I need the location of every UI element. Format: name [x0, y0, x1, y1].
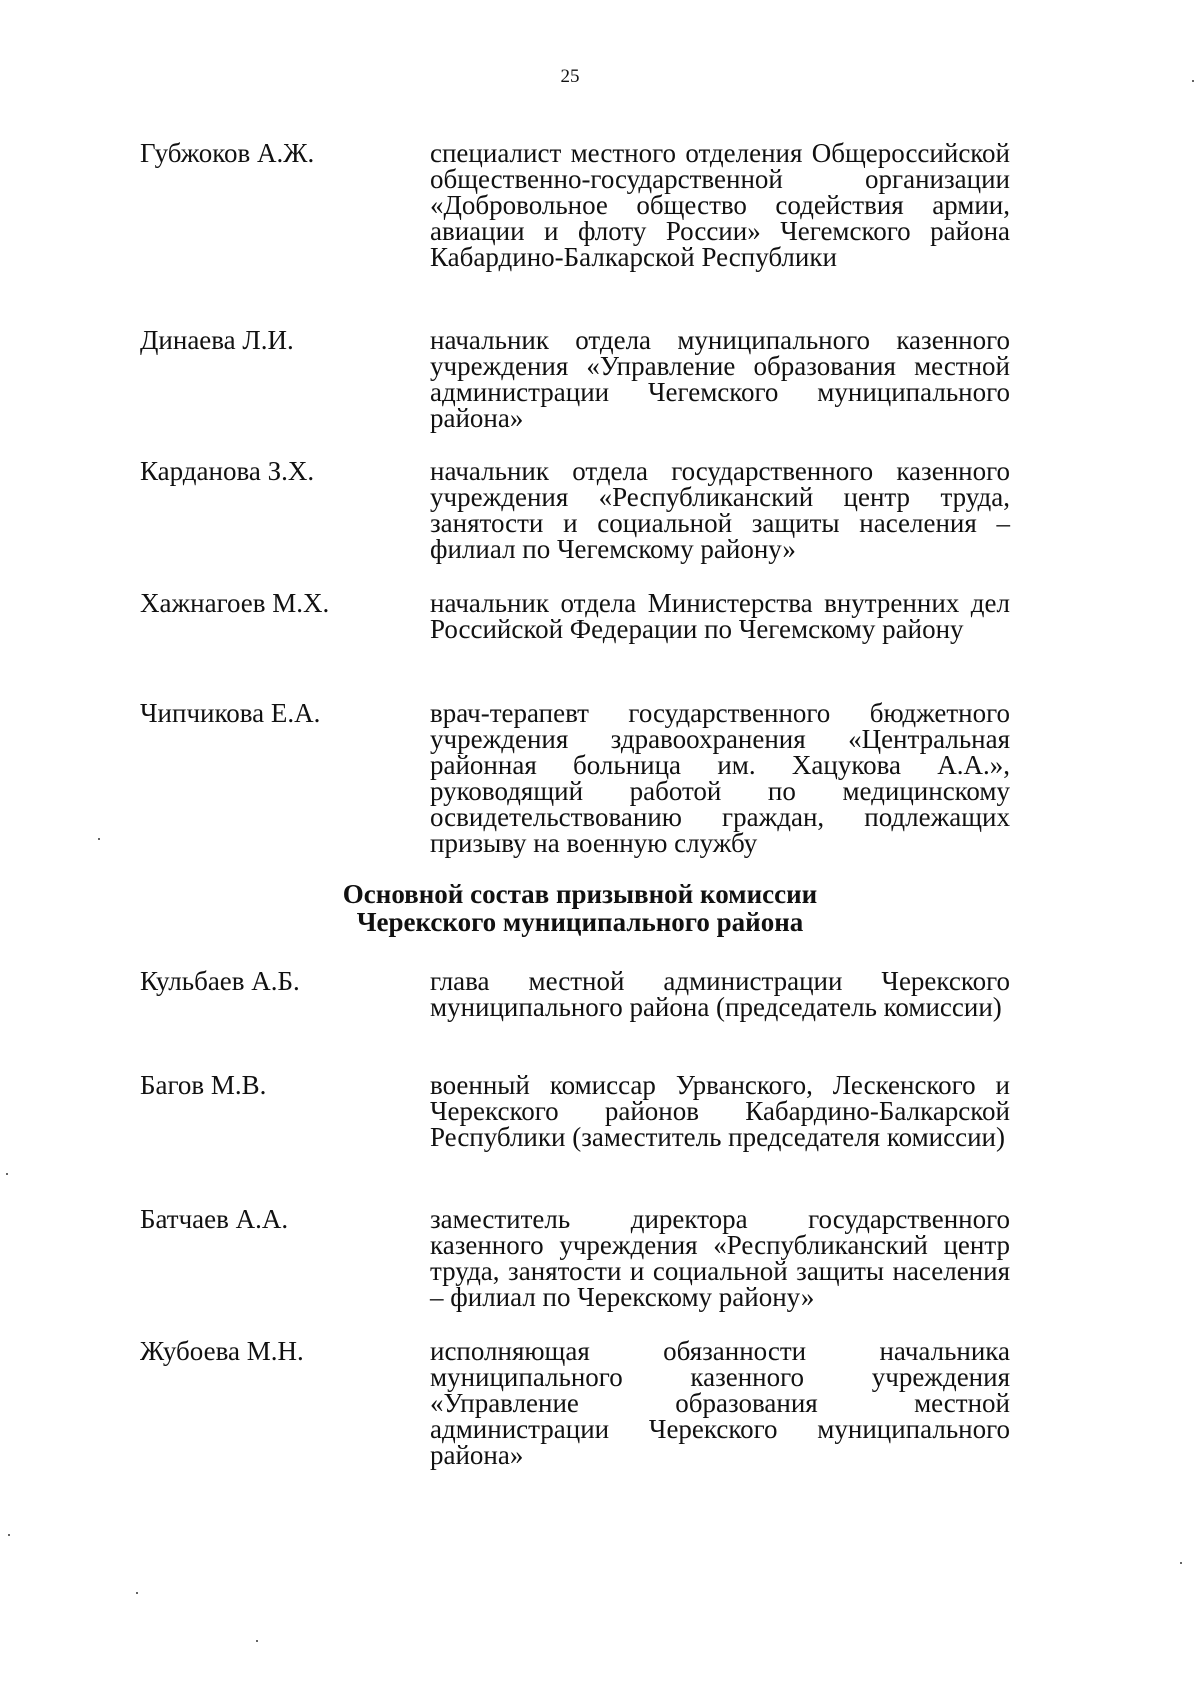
section-title-line: Черекского муниципального района	[356, 907, 804, 937]
scan-speck	[136, 1592, 138, 1594]
member-name: Кульбаев А.Б.	[140, 966, 300, 996]
scan-speck	[98, 838, 100, 840]
member-name: Жубоева М.Н.	[140, 1336, 304, 1366]
member-name: Хажнагоев М.Х.	[140, 588, 330, 618]
member-role: заместитель директора государственного казенного учреждения «Республиканский центр труда, занятости и социальной защиты населения – филиал по Черекскому району»	[430, 1204, 1010, 1312]
member-role: глава местной администрации Черекского муниципального района (председатель комиссии)	[430, 966, 1010, 1022]
member-role: начальник отдела муниципального казенного учреждения «Управление образования местной администрации Чегемского муниципального района»	[430, 325, 1010, 433]
scan-speck	[1192, 80, 1194, 82]
section-title	[0, 880, 1160, 936]
member-role: военный комиссар Урванского, Лескенского и Черекского районов Кабардино-Балкарской Республики (заместитель председателя комиссии)	[430, 1070, 1010, 1152]
page-number: 25	[560, 66, 580, 87]
member-name: Карданова З.Х.	[140, 456, 315, 486]
member-role: исполняющая обязанности начальника муниципального казенного учреждения «Управление образования местной администрации Черекского муниципального района»	[430, 1336, 1010, 1470]
member-role: начальник отдела государственного казенного учреждения «Республиканский центр труда, занятости и социальной защиты населения – филиал по Чегемскому району»	[430, 456, 1010, 564]
scan-speck	[8, 1534, 10, 1536]
section-title-line: Основной состав призывной комиссии	[342, 879, 818, 909]
member-name: Губжоков А.Ж.	[140, 138, 315, 168]
scan-speck	[6, 1173, 8, 1175]
member-role: начальник отдела Министерства внутренних дел Российской Федерации по Чегемскому району	[430, 588, 1010, 644]
member-role: специалист местного отделения Общероссийской общественно-государственной организации «Добровольное общество содействия армии, авиации и флоту России» Чегемского района Кабардино-Балкарской Республики	[430, 138, 1010, 272]
scan-speck	[256, 1640, 258, 1642]
member-name: Багов М.В.	[140, 1070, 267, 1100]
member-name: Динаева Л.И.	[140, 325, 294, 355]
member-name: Батчаев А.А.	[140, 1204, 289, 1234]
member-name: Чипчикова Е.А.	[140, 698, 321, 728]
member-role: врач-терапевт государственного бюджетного учреждения здравоохранения «Центральная районная больница им. Хацукова А.А.», руководящий работой по медицинскому освидетельствованию граждан, подлежащих призыву на военную службу	[430, 698, 1010, 858]
scan-speck	[1180, 1562, 1182, 1564]
